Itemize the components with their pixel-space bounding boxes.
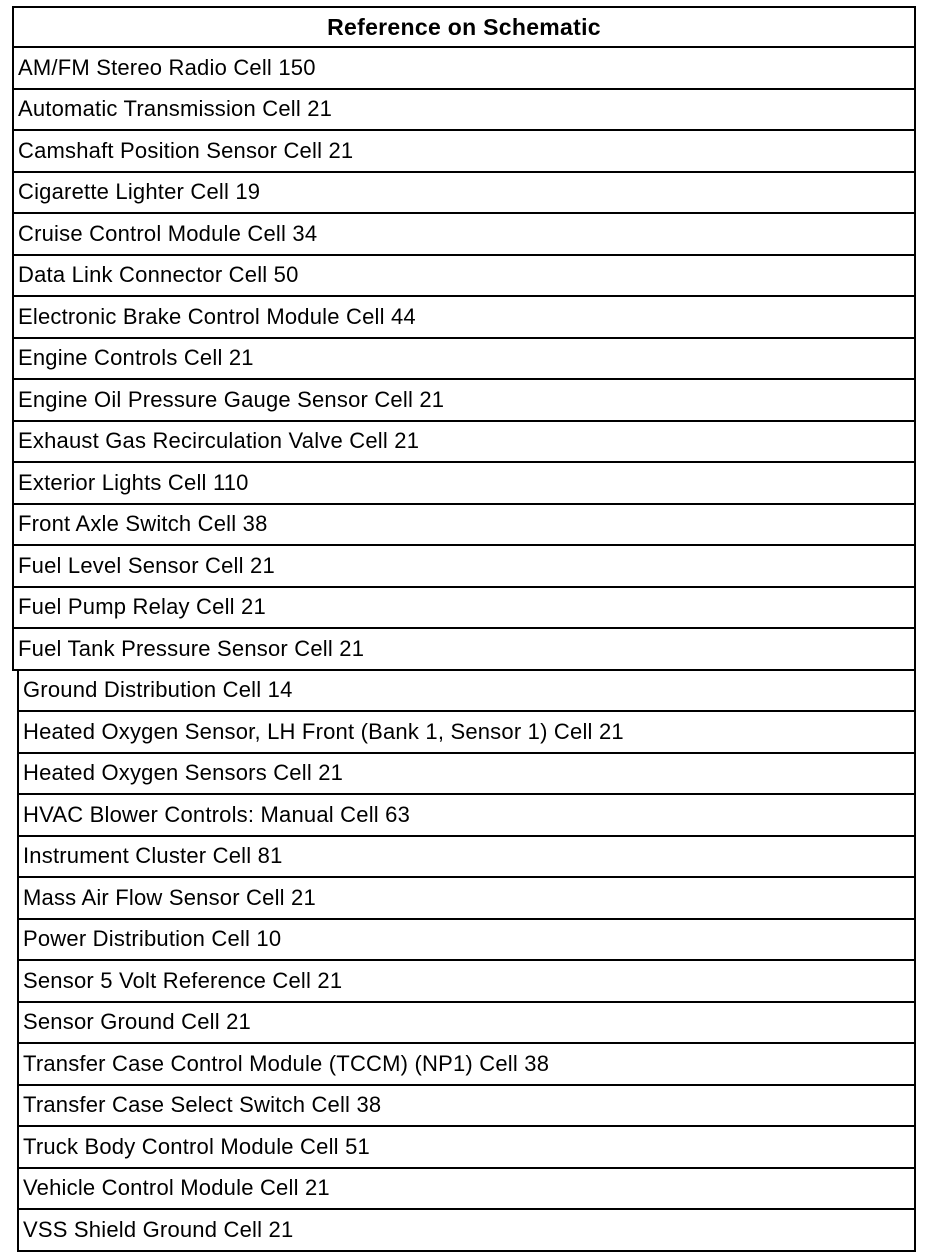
table-row: Heated Oxygen Sensor, LH Front (Bank 1, Sensor 1) Cell 21: [17, 712, 916, 754]
table-row: Truck Body Control Module Cell 51: [17, 1127, 916, 1169]
table-row: Heated Oxygen Sensors Cell 21: [17, 754, 916, 796]
table-row: Sensor Ground Cell 21: [17, 1003, 916, 1045]
table-row: Camshaft Position Sensor Cell 21: [12, 131, 916, 173]
table-body-lower: [12, 671, 916, 1252]
table-row: AM/FM Stereo Radio Cell 150: [12, 48, 916, 90]
table-row: Fuel Tank Pressure Sensor Cell 21: [12, 629, 916, 671]
table-row: Fuel Level Sensor Cell 21: [12, 546, 916, 588]
table-row: Vehicle Control Module Cell 21: [17, 1169, 916, 1211]
table-row: Exhaust Gas Recirculation Valve Cell 21: [12, 422, 916, 464]
table-row: Engine Controls Cell 21: [12, 339, 916, 381]
table-row: HVAC Blower Controls: Manual Cell 63: [17, 795, 916, 837]
table-row: Ground Distribution Cell 14: [17, 671, 916, 713]
table-header: Reference on Schematic: [12, 8, 916, 48]
table-row: Fuel Pump Relay Cell 21: [12, 588, 916, 630]
table-row: Cruise Control Module Cell 34: [12, 214, 916, 256]
table-row: Transfer Case Select Switch Cell 38: [17, 1086, 916, 1128]
table-row: Mass Air Flow Sensor Cell 21: [17, 878, 916, 920]
table-row: VSS Shield Ground Cell 21: [17, 1210, 916, 1252]
table-row: Exterior Lights Cell 110: [12, 463, 916, 505]
table-row: Power Distribution Cell 10: [17, 920, 916, 962]
table-row: Data Link Connector Cell 50: [12, 256, 916, 298]
table-row: Transfer Case Control Module (TCCM) (NP1) Cell 38: [17, 1044, 916, 1086]
table-row: Engine Oil Pressure Gauge Sensor Cell 21: [12, 380, 916, 422]
table-row: Electronic Brake Control Module Cell 44: [12, 297, 916, 339]
table-body-upper: [12, 48, 916, 671]
reference-table: [12, 6, 916, 1252]
table-row: Instrument Cluster Cell 81: [17, 837, 916, 879]
table-row: Automatic Transmission Cell 21: [12, 90, 916, 132]
table-row: Front Axle Switch Cell 38: [12, 505, 916, 547]
table-row: Cigarette Lighter Cell 19: [12, 173, 916, 215]
table-row: Sensor 5 Volt Reference Cell 21: [17, 961, 916, 1003]
